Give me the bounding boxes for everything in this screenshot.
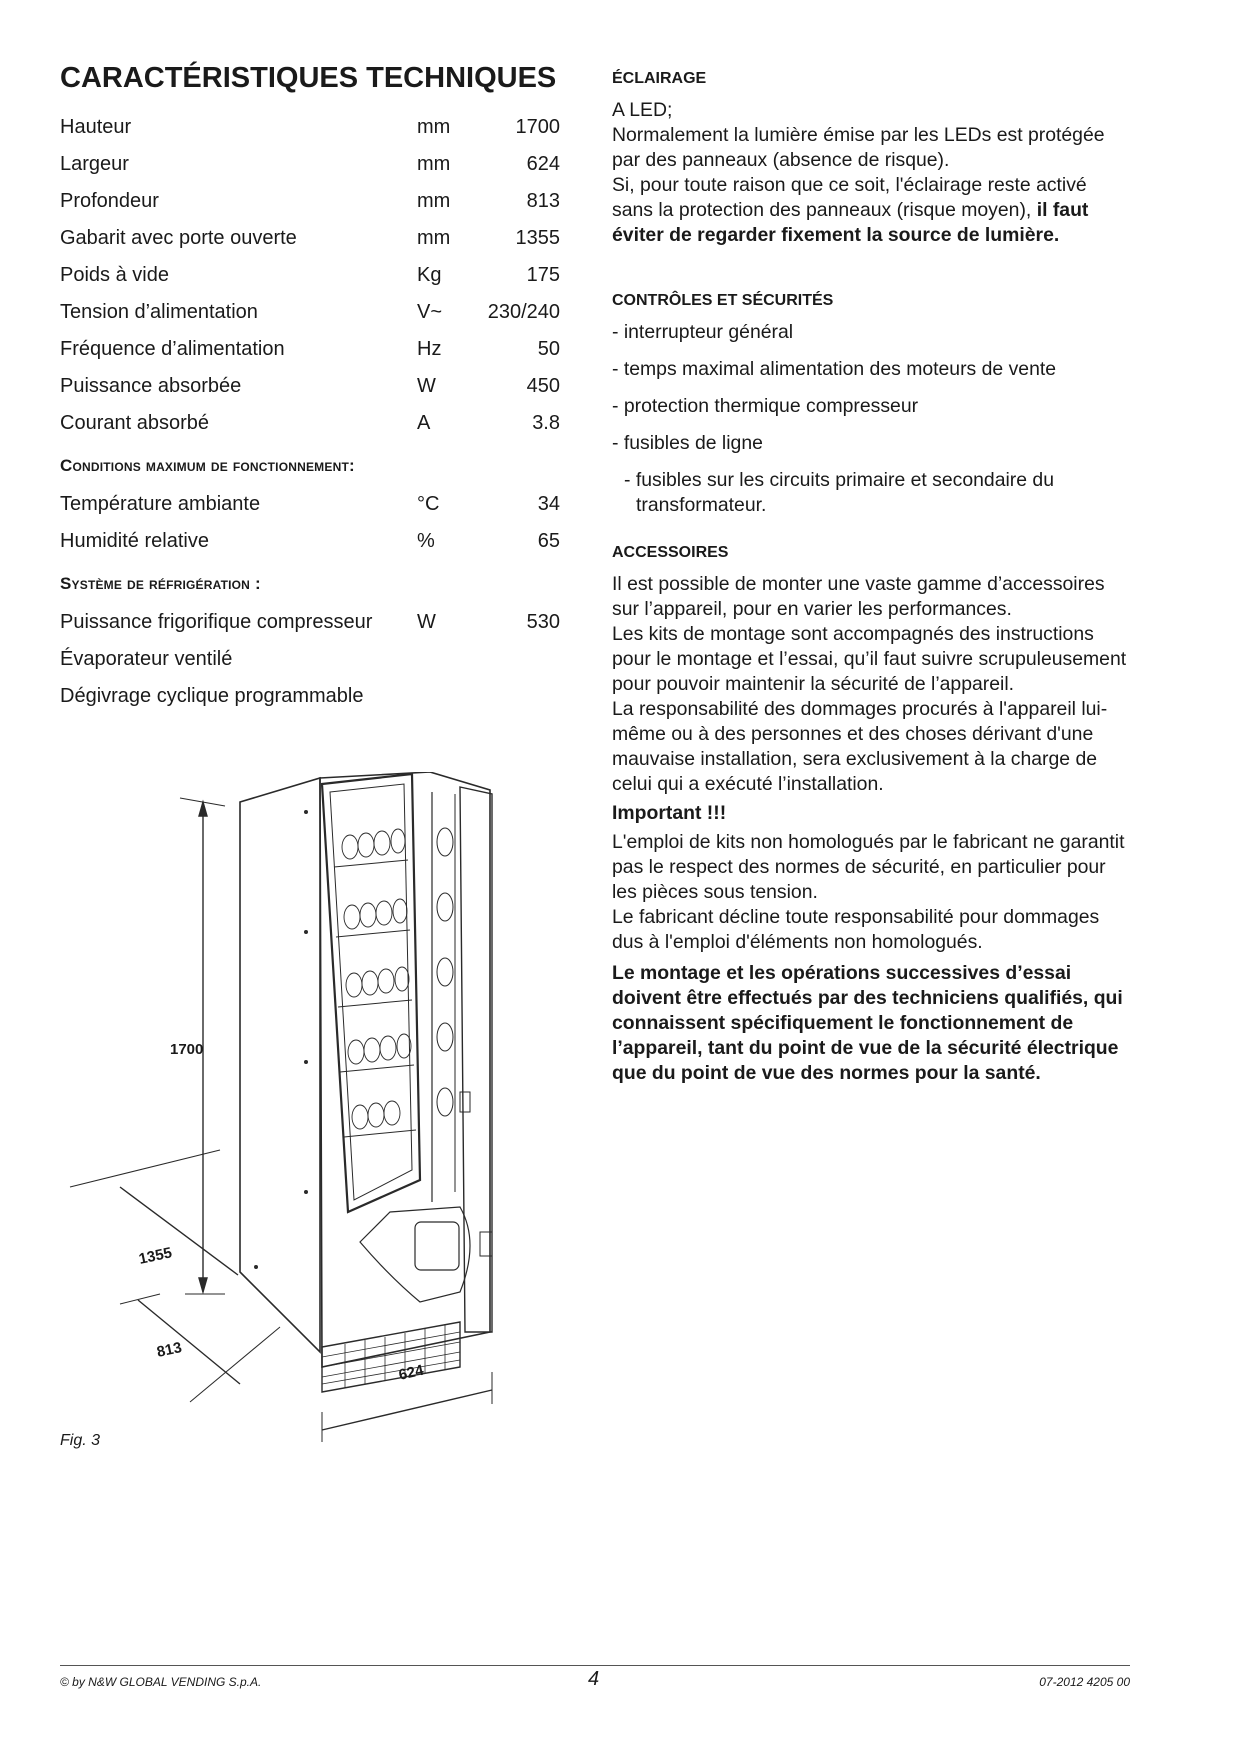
spec-value: 175 — [526, 264, 560, 286]
spec-row — [60, 331, 560, 368]
spec-row — [60, 183, 560, 220]
spec-value: 50 — [537, 338, 560, 360]
list-item: - protection thermique compresseur — [612, 395, 919, 417]
footer-copyright: © by N&W GLOBAL VENDING S.p.A. — [60, 1675, 262, 1689]
spec-row — [60, 220, 560, 257]
spec-value: 65 — [537, 530, 560, 552]
list-item: - fusibles sur les circuits primaire et secondaire du transformateur. — [624, 469, 1054, 516]
dim-label-depth: 813 — [155, 1339, 184, 1361]
spec-label: Puissance absorbée — [60, 375, 242, 397]
list-item: - interrupteur général — [612, 321, 794, 343]
important-label: Important !!! — [612, 802, 727, 824]
spec-row — [60, 523, 560, 560]
accessories-heading: ACCESSOIRES — [612, 544, 729, 561]
spec-table — [60, 109, 560, 442]
conditions-table — [60, 486, 560, 560]
vending-machine-figure — [60, 772, 600, 1442]
right-column — [612, 70, 1132, 1086]
spec-row — [60, 257, 560, 294]
dimension-line — [120, 1187, 238, 1275]
spec-label: Poids à vide — [60, 264, 169, 286]
refrigeration-heading: Système de réfrigération : — [60, 574, 261, 593]
accessories-warning: Le montage et les opérations successives d’essai doivent être effectués par des techniciens qualifiés, qui connaissent spécifiquement le fonctionnement de l’appareil, tant du point de vue de la sécurité électrique que du point de vue des normes pour la santé. — [612, 962, 1123, 1084]
accessories-paragraph: Le fabricant décline toute responsabilité pour dommages dus à l'emploi d'éléments non homologués. — [612, 906, 1100, 953]
spec-unit: W — [417, 611, 436, 633]
spec-value: 813 — [526, 190, 560, 212]
bottom-grille — [322, 1322, 460, 1392]
refrigeration-line: Dégivrage cyclique programmable — [60, 685, 364, 707]
cabinet-side — [240, 778, 320, 1352]
spec-row — [60, 368, 560, 405]
lighting-warning-bold: il faut éviter de regarder fixement la source de lumière. — [612, 199, 1089, 246]
list-item: - fusibles de ligne — [612, 432, 763, 454]
accessories-paragraph: La responsabilité des dommages procurés à l'appareil lui-même ou à des personnes et des choses dérivant d'une mauvaise installation, sera exclusivement à la charge de celui qui a exécuté l’installation. — [612, 698, 1108, 795]
spec-value: 230/240 — [487, 301, 560, 323]
spec-label: Tension d’alimentation — [60, 301, 258, 323]
spec-value: 450 — [526, 375, 560, 397]
conditions-heading: Conditions maximum de fonctionnement: — [60, 456, 355, 475]
spec-unit: Hz — [417, 338, 442, 360]
spec-label: Humidité relative — [60, 530, 209, 552]
spec-unit: W — [417, 375, 436, 397]
lighting-warning — [612, 173, 1132, 248]
controls-heading: CONTRÔLES ET SÉCURITÉS — [612, 292, 834, 309]
dimension-line — [322, 1390, 492, 1430]
list-item: - temps maximal alimentation des moteurs de vente — [612, 358, 1057, 380]
spec-unit: mm — [417, 116, 451, 138]
spec-value: 624 — [526, 153, 560, 175]
lighting-warning-text: Si, pour toute raison que ce soit, l'éclairage reste activé sans la protection des panneaux (risque moyen), — [612, 174, 1087, 221]
spec-row — [60, 405, 560, 442]
spec-label: Courant absorbé — [60, 412, 209, 434]
spec-label: Température ambiante — [60, 493, 261, 515]
spec-label: Profondeur — [60, 190, 159, 212]
spec-value: 3.8 — [532, 412, 560, 434]
spec-unit: A — [417, 412, 431, 434]
spec-row — [60, 109, 560, 146]
accessories-paragraph: Les kits de montage sont accompagnés des instructions pour le montage et l’essai, qu’il faut suivre scrupuleusement pour pouvoir maintenir la sécurité de l’appareil. — [612, 623, 1127, 695]
spec-unit: °C — [417, 493, 440, 515]
spec-unit: V~ — [417, 301, 443, 323]
footer-doc-code: 07-2012 4205 00 — [1039, 1675, 1130, 1689]
spec-row — [60, 604, 560, 641]
accessories-paragraph: L'emploi de kits non homologués par le fabricant ne garantit pas le respect des normes de sécurité, en particulier pour les pièces sous tension. — [612, 831, 1125, 903]
dim-label-height: 1700 — [170, 1041, 204, 1058]
refrigeration-line: Évaporateur ventilé — [60, 648, 233, 670]
spec-unit: mm — [417, 190, 451, 212]
lighting-line: A LED; — [612, 99, 673, 121]
spec-value: 1355 — [515, 227, 560, 249]
spec-unit: Kg — [417, 264, 442, 286]
spec-row — [60, 486, 560, 523]
dim-label-width: 624 — [397, 1361, 426, 1384]
spec-unit: % — [417, 530, 435, 552]
accessories-paragraph: Il est possible de monter une vaste gamme d’accessoires sur l’appareil, pour en varier les performances. — [612, 573, 1105, 620]
page-number: 4 — [588, 1668, 600, 1690]
spec-label: Hauteur — [60, 116, 132, 138]
controls-list — [612, 320, 1132, 518]
figure-caption: Fig. 3 — [60, 1432, 101, 1449]
page-title: CARACTÉRISTIQUES TECHNIQUES — [60, 62, 557, 94]
spec-label: Gabarit avec porte ouverte — [60, 227, 297, 249]
spec-row — [60, 146, 560, 183]
footer-divider — [60, 1665, 1130, 1666]
lighting-heading: ÉCLAIRAGE — [612, 70, 707, 87]
spec-row — [60, 294, 560, 331]
refrigeration-table — [60, 604, 560, 641]
spec-unit: mm — [417, 153, 451, 175]
spec-value: 530 — [526, 611, 560, 633]
spec-label: Puissance frigorifique compresseur — [60, 611, 373, 633]
dim-label-open: 1355 — [137, 1244, 174, 1268]
dimension-line — [138, 1300, 240, 1384]
lighting-paragraph: Normalement la lumière émise par les LEDs est protégée par des panneaux (absence de risque). — [612, 124, 1105, 171]
spec-value: 1700 — [515, 116, 560, 138]
spec-label: Fréquence d’alimentation — [60, 338, 285, 360]
spec-label: Largeur — [60, 153, 129, 175]
spec-value: 34 — [537, 493, 560, 515]
spec-unit: mm — [417, 227, 451, 249]
left-column — [60, 62, 560, 715]
